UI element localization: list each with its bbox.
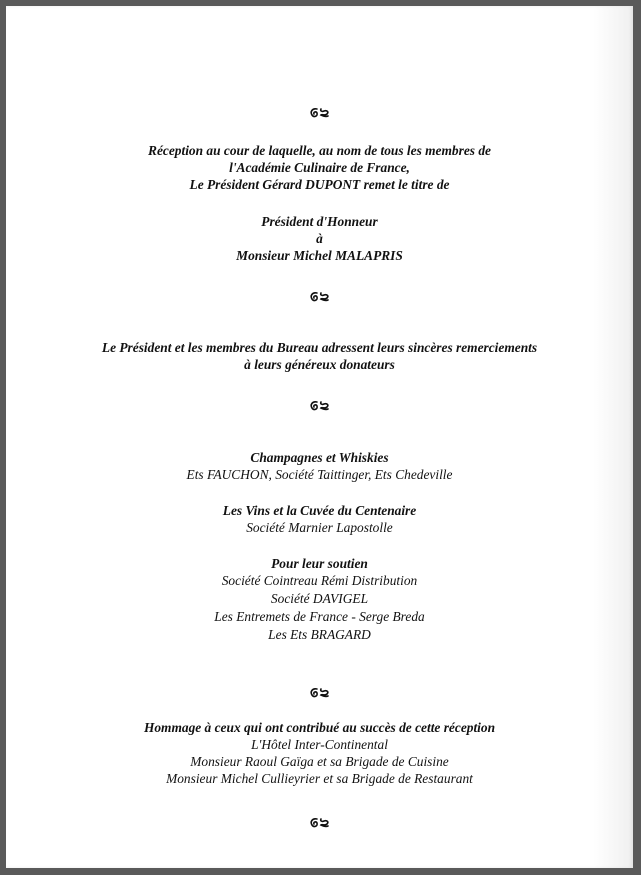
hommage-heading: Hommage à ceux qui ont contribué au succès de cette réception	[143, 720, 496, 735]
soutien-item: Société DAVIGEL	[270, 591, 369, 606]
fleuron-ornament-icon	[6, 686, 633, 704]
fleuron-ornament-icon	[6, 399, 633, 417]
hommage-item: Monsieur Raoul Gaïga et sa Brigade de Cuisine	[190, 754, 449, 769]
soutien-heading: Pour leur soutien	[271, 556, 368, 571]
hommage-item: Monsieur Michel Cullieyrier et sa Brigade de Restaurant	[166, 771, 473, 786]
soutien-item: Les Entremets de France - Serge Breda	[214, 609, 425, 624]
champagnes-list: Ets FAUCHON, Société Taittinger, Ets Chedeville	[186, 467, 453, 482]
vins-list: Société Marnier Lapostolle	[246, 520, 393, 535]
thanks-line-2: à leurs généreux donateurs	[244, 357, 395, 372]
reception-line-2: l'Académie Culinaire de France,	[229, 160, 410, 175]
document-page	[6, 6, 633, 868]
fleuron-ornament-icon	[6, 106, 633, 124]
hommage-item: L'Hôtel Inter-Continental	[251, 737, 388, 752]
reception-line-3: Le Président Gérard DUPONT remet le titre de	[189, 177, 450, 192]
soutien-item: Société Cointreau Rémi Distribution	[221, 573, 418, 588]
vins-heading: Les Vins et la Cuvée du Centenaire	[222, 503, 417, 518]
fleuron-ornament-icon	[6, 816, 633, 834]
fleuron-ornament-icon	[6, 290, 633, 308]
soutien-item: Les Ets BRAGARD	[268, 627, 371, 642]
reception-line-1: Réception au cour de laquelle, au nom de tous les membres de	[148, 143, 491, 158]
honor-a: à	[316, 231, 323, 246]
invitation-text	[6, 6, 633, 868]
champagnes-heading: Champagnes et Whiskies	[250, 450, 389, 465]
honor-name: Monsieur Michel MALAPRIS	[236, 248, 403, 263]
honor-title: Président d'Honneur	[261, 214, 378, 229]
thanks-line-1: Le Président et les membres du Bureau adressent leurs sincères remerciements	[101, 340, 538, 355]
